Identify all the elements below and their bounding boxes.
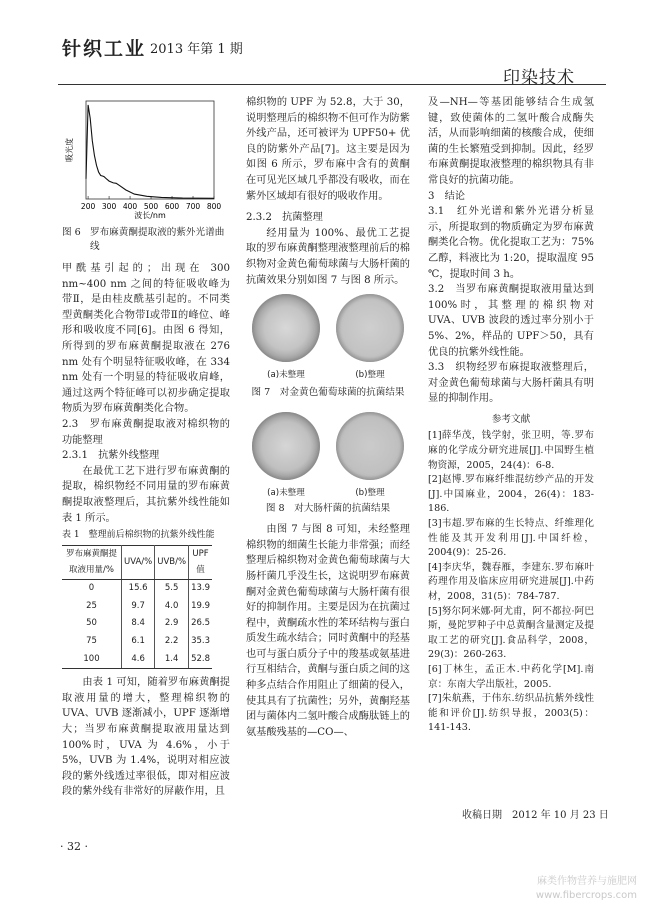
col2-paragraph-1: 棉织物的 UPF 为 52.8，大于 30，说明整理后的棉织物不但可作为防紫外线产品，还可被评为 UPF50+ 优良的防紫外产品[7]。这主要是因为如图 6 所示，罗布麻中含有的黄酮在可见光区域几乎都没有吸收，而在紫外区域却有很好的吸收作用。 <box>246 97 410 202</box>
table-cell: 100 <box>62 651 122 669</box>
y-axis-label: 吸光度 <box>65 138 74 162</box>
conclusion-3-2: 3.2 当罗布麻黄酮提取液用量达到 100%时，其整理的棉织物对 UVA、UVB 波段的透过率分别小于 5%、2%，样品的 UPF＞50，具有优良的抗紫外线性能。 <box>428 284 594 358</box>
uv-spectrum-chart <box>62 95 230 220</box>
table-row <box>62 633 212 651</box>
col1-paragraph-2: 在最优工艺下进行罗布麻黄酮的提取，棉织物经不同用量的罗布麻黄酮提取液整理后，其抗紫外线性能如表 1 所示。 <box>62 465 230 524</box>
table-cell: 2.9 <box>155 615 189 633</box>
figure-8-label-a: (a)未整理 <box>267 488 305 499</box>
x-tick-label: 800 <box>206 202 222 211</box>
section-3-heading: 3 结论 <box>428 190 466 202</box>
figure-6-caption <box>62 226 230 254</box>
reference-item: [4]李庆华，魏春雁，李建东.罗布麻叶药理作用及临床应用研究进展[J].中药材，2008，31(5)：784-787. <box>428 561 594 602</box>
x-tick-label: 200 <box>80 202 96 211</box>
x-tick-label: 400 <box>122 202 138 211</box>
conclusion-3-3: 3.3 织物经罗布麻提取液整理后，对金黄色葡萄球菌与大肠杆菌具有明显的抑制作用。 <box>428 362 594 405</box>
figure-6 <box>62 95 230 220</box>
figure-6-text: 罗布麻黄酮提取液的紫外光谱曲线 <box>90 227 225 252</box>
plot-frame <box>86 101 214 199</box>
table-row <box>62 615 212 633</box>
reference-item: [5]努尔阿米娜·阿尤甫，阿不都拉·阿巴斯，曼陀罗种子中总黄酮含量测定及提取工艺的研究[J].食品科学，2008，29(3)：260-263. <box>428 605 594 661</box>
table-row <box>62 651 212 669</box>
reference-item: [6]丁林生，孟正木.中药化学[M].南京：东南大学出版社，2005. <box>428 663 594 690</box>
page-number: · 32 · <box>60 840 88 853</box>
watermark-line-2: www.fibercrops.com <box>535 890 637 901</box>
table-cell: 1.4 <box>155 651 189 669</box>
figure-7-label-b: (b)整理 <box>355 370 385 381</box>
table-cell: 75 <box>62 633 122 651</box>
table-cell: 35.3 <box>189 633 212 651</box>
watermark-line-1: 麻类作物营养与施肥网 <box>537 876 637 887</box>
col2-paragraph-3: 由图 7 与图 8 可知，未经整理棉织物的细菌生长能力非常强；而经整理后棉织物对金黄色葡萄球菌与大肠杆菌几乎没生长，这说明罗布麻黄酮对金黄色葡萄球菌与大肠杆菌有很好的抑制作用。主要是因为在抗菌过程中，黄酮疏水性的苯环结构与蛋白质发生疏水结合；同时黄酮中的羟基也可与蛋白质分子中的羧基或氨基进行互相结合，黄酮与蛋白质之间的这种多点结合作用阻止了细菌的侵入，使其具有了抗菌性；另外，黄酮羟基团与菌体内二氢叶酸合成酶肽链上的氨基酸残基的—CO—、 <box>246 524 410 738</box>
x-tick-label: 500 <box>143 202 159 211</box>
table-cell: 9.7 <box>122 598 155 616</box>
column-3 <box>428 95 594 736</box>
reference-item: [1]薛华茂，钱学射，张卫明，等.罗布麻的化学成分研究进展[J].中国野生植物资源，2005，24(4)：6-8. <box>428 430 594 471</box>
uv-spectrum-line <box>86 105 214 198</box>
figure-6-number: 图 6 <box>62 227 81 238</box>
section-2-3-1-heading: 2.3.1 抗紫外线整理 <box>62 450 160 462</box>
section-2-3-heading: 2.3 罗布麻黄酮提取液对棉织物的功能整理 <box>62 418 230 446</box>
watermark <box>536 875 637 903</box>
references <box>428 413 594 736</box>
table-row <box>62 598 212 616</box>
column-2 <box>246 95 410 740</box>
table-cell: 25 <box>62 598 122 616</box>
reference-item: [7]朱航燕，于伟东.纺织品抗紫外线性能和评价[J].纺织导报，2003(5)：141-143. <box>428 693 594 734</box>
col2-paragraph-2: 经用量为 100%、最优工艺提取的罗布麻黄酮整理液整理前后的棉织物对金黄色葡萄球菌与大肠杆菌的抗菌效果分别如图 7 与图 8 所示。 <box>246 227 410 286</box>
x-tick-label: 300 <box>101 202 117 211</box>
table-cell: 5.5 <box>155 580 189 598</box>
figure-8-caption: 图 8 对大肠杆菌的抗菌结果 <box>265 503 391 515</box>
section-2-3-2-heading: 2.3.2 抗菌整理 <box>246 212 323 224</box>
petri-dish-untreated <box>252 294 320 362</box>
col1-paragraph-3: 由表 1 可知，随着罗布麻黄酮提取液用量的增大，整理棉织物的 UVA、UVB 逐渐减小，UPF 逐渐增大；当罗布麻黄酮提取液用量达到 100%时，UVA 为 4.6%，小于 5%，UVB 为 1.4%，说明对相应波段的紫外线透过率很低，即对相应波段的紫外线有非常好的屏蔽作用，且 <box>62 677 230 798</box>
table-cell: 4.0 <box>155 598 189 616</box>
petri-dish-untreated <box>252 412 320 480</box>
x-axis-label: 波长/nm <box>134 211 166 220</box>
column-1 <box>62 95 230 800</box>
petri-dish-treated <box>336 412 404 480</box>
table-cell: 6.1 <box>122 633 155 651</box>
issue-label: 2013 年第 1 期 <box>150 42 243 57</box>
table-cell: 0 <box>62 580 122 598</box>
figure-7 <box>246 292 410 394</box>
references-title: 参考文献 <box>491 413 531 425</box>
journal-logo: 针织工业 <box>62 38 147 60</box>
petri-dish-treated <box>336 294 404 362</box>
table-cell: 26.5 <box>189 615 212 633</box>
x-tick-label: 600 <box>164 202 180 211</box>
conclusion-3-1: 3.1 红外光谱和紫外光谱分析显示，所提取到的物质确定为罗布麻黄酮类化合物。优化提取工艺为：75%乙醇，料液比为 1:20，提取温度 95 ℃，提取时间 3 h。 <box>428 206 594 280</box>
reference-item: [3]韦超.罗布麻的生长特点、纤维理化性能及其开发利用[J].中国纤检，2004(9)：25-26. <box>428 518 594 559</box>
reference-item: [2]赵博.罗布麻纤维混纺纱产品的开发[J].中国麻业，2004，26(4)：183-186. <box>428 474 594 515</box>
table-1-caption: 表 1 整理前后棉织物的抗紫外线性能 <box>62 530 215 541</box>
x-tick-label: 700 <box>185 202 201 211</box>
table-1 <box>62 545 212 669</box>
figure-8-label-b: (b)整理 <box>355 488 385 499</box>
table-cell: 19.9 <box>189 598 212 616</box>
received-date: 收稿日期 2012 年 10 月 23 日 <box>462 810 609 821</box>
table-cell: 52.8 <box>189 651 212 669</box>
table-header: UVB/% <box>155 546 189 580</box>
table-header: UVA/% <box>122 546 155 580</box>
figure-8 <box>246 410 410 510</box>
table-cell: 50 <box>62 615 122 633</box>
table-cell: 4.6 <box>122 651 155 669</box>
table-header: 罗布麻黄酮提取液用量/% <box>62 546 122 580</box>
section-title: 印染技术 <box>503 68 575 88</box>
table-cell: 8.4 <box>122 615 155 633</box>
figure-7-label-a: (a)未整理 <box>267 370 305 381</box>
table-row <box>62 580 212 598</box>
col1-paragraph-1: 甲酰基引起的；出现在 300 nm~400 nm 之间的特征吸收峰为带Ⅱ，是由桂皮酰基引起的。不同类型黄酮类化合物带Ⅰ或带Ⅱ的峰位、峰形和吸收度不同[6]。由图 6 得知，所得到的罗布麻黄酮提取液在 276 nm 处有个明显特征吸收峰，在 334 nm 处有一个明显的特征吸收肩峰，通过这两个特征峰可以初步确定提取物质为罗布麻黄酮类化合物。 <box>62 263 230 415</box>
header-rule <box>58 84 606 85</box>
table-cell: 13.9 <box>189 580 212 598</box>
figure-7-caption: 图 7 对金黄色葡萄球菌的抗菌结果 <box>251 387 405 399</box>
table-header: UPF 值 <box>189 546 212 580</box>
table-cell: 15.6 <box>122 580 155 598</box>
col3-paragraph-1: 及—NH—等基团能够结合生成氢键，致使菌体的二氢叶酸合成酶失活，从而影响细菌的核酸合成，使细菌的生长繁殖受到抑制。因此，经罗布麻黄酮提取液整理的棉织物具有非常良好的抗菌功能。 <box>428 97 594 186</box>
table-cell: 2.2 <box>155 633 189 651</box>
